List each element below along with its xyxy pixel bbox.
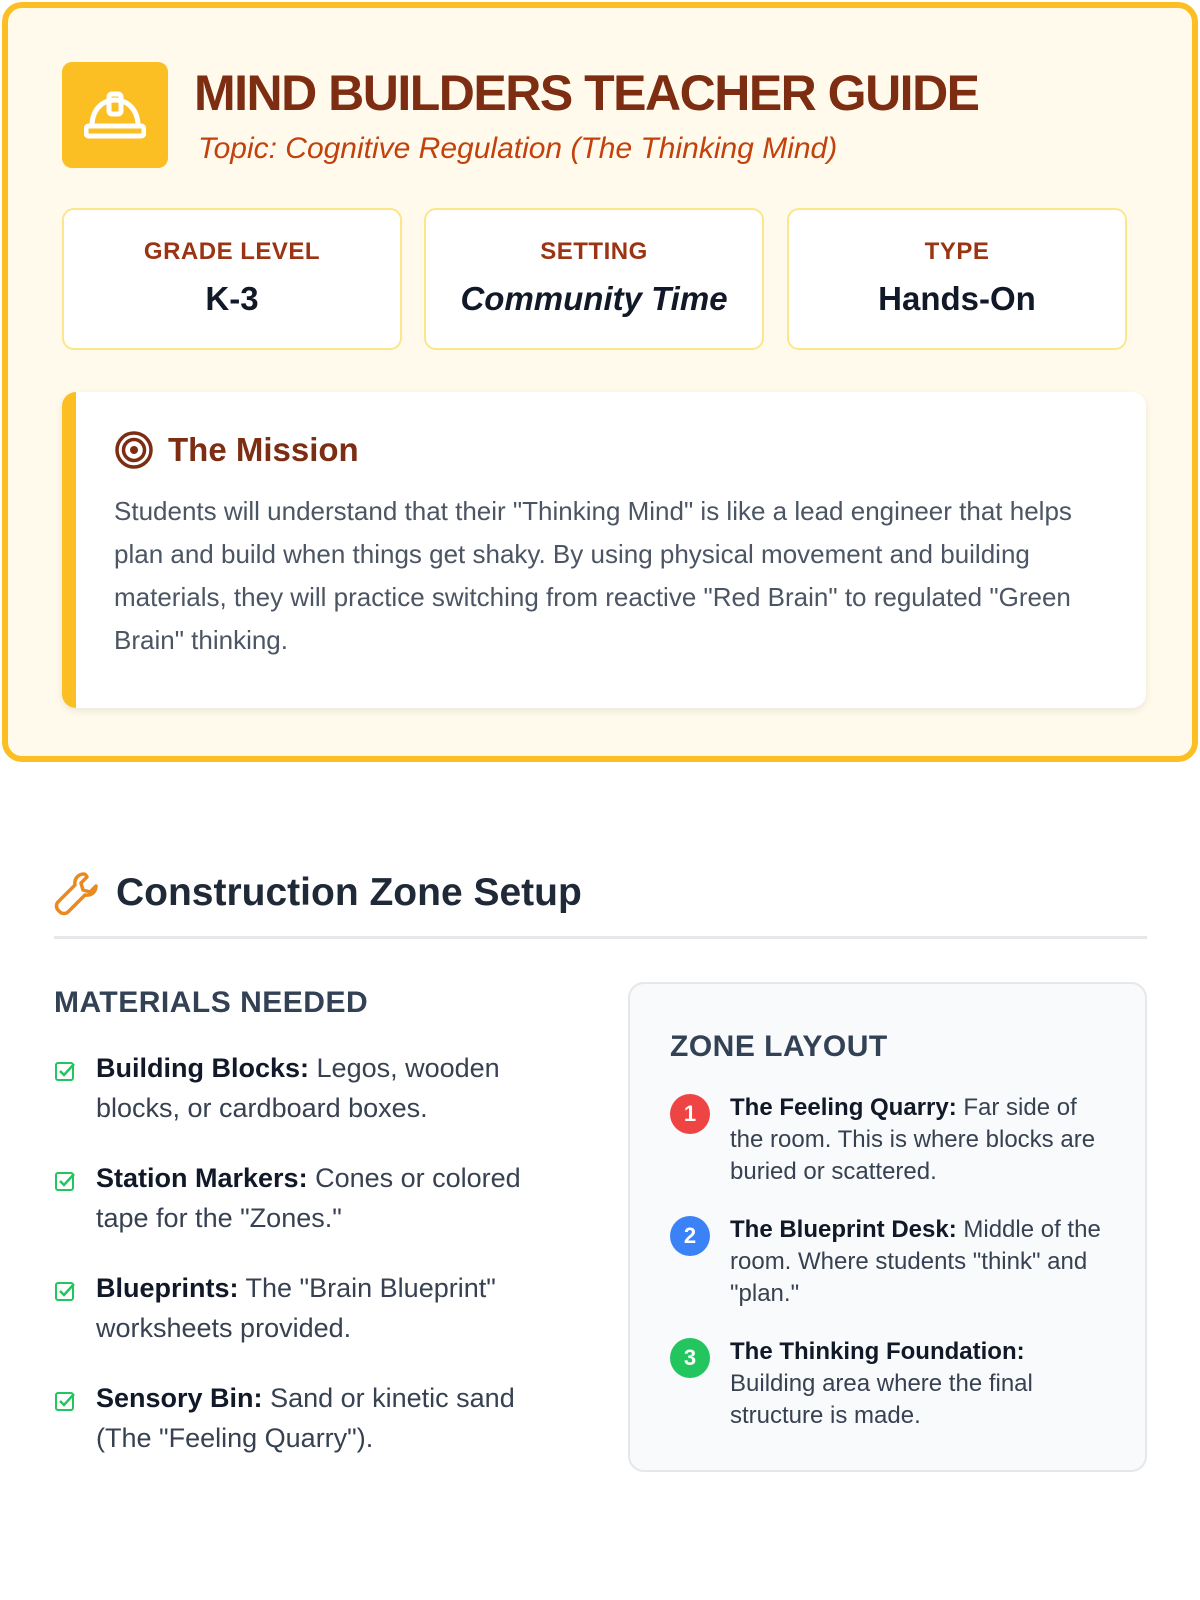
section-header: [54, 870, 582, 916]
stat-label: TYPE: [924, 238, 990, 265]
logo-badge: [62, 62, 168, 168]
stat-value: Hands-On: [878, 280, 1036, 317]
stat-value: K-3: [205, 280, 259, 317]
section-divider: [54, 936, 1147, 939]
materials-list: [54, 1048, 574, 1488]
number-badge: 2: [670, 1216, 710, 1256]
mission-title: The Mission: [168, 431, 359, 468]
material-name: Sensory Bin:: [96, 1383, 263, 1413]
zone-layout-card: [628, 982, 1147, 1472]
zone-desc: Building area where the final structure is made.: [730, 1370, 1033, 1429]
list-item: [670, 1336, 1115, 1432]
checkbox-icon: [54, 1280, 76, 1302]
stat-label: GRADE LEVEL: [143, 238, 321, 265]
section-title: Construction Zone Setup: [116, 871, 582, 914]
zone-name: The Feeling Quarry:: [730, 1094, 957, 1121]
stat-setting: [424, 208, 764, 350]
material-desc: Cones or colored tape for the "Zones.": [96, 1163, 521, 1233]
material-desc: Sand or kinetic sand (The "Feeling Quarry").: [96, 1383, 515, 1453]
guide-header-card: [2, 2, 1198, 762]
material-name: Building Blocks:: [96, 1053, 310, 1083]
page-subtitle: Topic: Cognitive Regulation (The Thinking Mind): [198, 132, 838, 165]
stat-type: [787, 208, 1127, 350]
material-name: Station Markers:: [96, 1163, 308, 1193]
wrench-icon: [54, 870, 100, 916]
checkbox-icon: [54, 1390, 76, 1412]
zone-desc: Far side of the room. This is where blocks are buried or scattered.: [730, 1094, 1096, 1185]
hard-hat-icon: [84, 90, 146, 140]
mission-card: [62, 392, 1146, 708]
zone-desc: Middle of the room. Where students "think" and "plan.": [730, 1216, 1101, 1307]
page-title: MIND BUILDERS TEACHER GUIDE: [194, 65, 979, 121]
stat-grade-level: [62, 208, 402, 350]
list-item: [54, 1378, 574, 1458]
list-item: [54, 1268, 574, 1348]
stat-label: SETTING: [540, 238, 648, 265]
zone-name: The Thinking Foundation:: [730, 1338, 1025, 1365]
stat-value: Community Time: [460, 280, 728, 317]
checkbox-icon: [54, 1170, 76, 1192]
number-badge: 1: [670, 1094, 710, 1134]
checkbox-icon: [54, 1060, 76, 1082]
list-item: [670, 1214, 1115, 1310]
mission-text: Students will understand that their "Thinking Mind" is like a lead engineer that helps plan and build when things get shaky. By using physical movement and building materials, they will practice switching from reactive "Red Brain" to regulated "Green Brain" thinking.: [114, 496, 1072, 655]
zone-name: The Blueprint Desk:: [730, 1216, 957, 1243]
zone-heading: ZONE LAYOUT: [670, 1030, 888, 1063]
materials-heading: MATERIALS NEEDED: [54, 986, 369, 1019]
material-desc: The "Brain Blueprint" worksheets provided.: [96, 1273, 496, 1343]
number-badge: 3: [670, 1338, 710, 1378]
list-item: [54, 1158, 574, 1238]
target-icon: [114, 430, 154, 470]
material-name: Blueprints:: [96, 1273, 239, 1303]
mission-header: [114, 430, 359, 470]
material-desc: Legos, wooden blocks, or cardboard boxes.: [96, 1053, 500, 1123]
list-item: [670, 1092, 1115, 1188]
list-item: [54, 1048, 574, 1128]
